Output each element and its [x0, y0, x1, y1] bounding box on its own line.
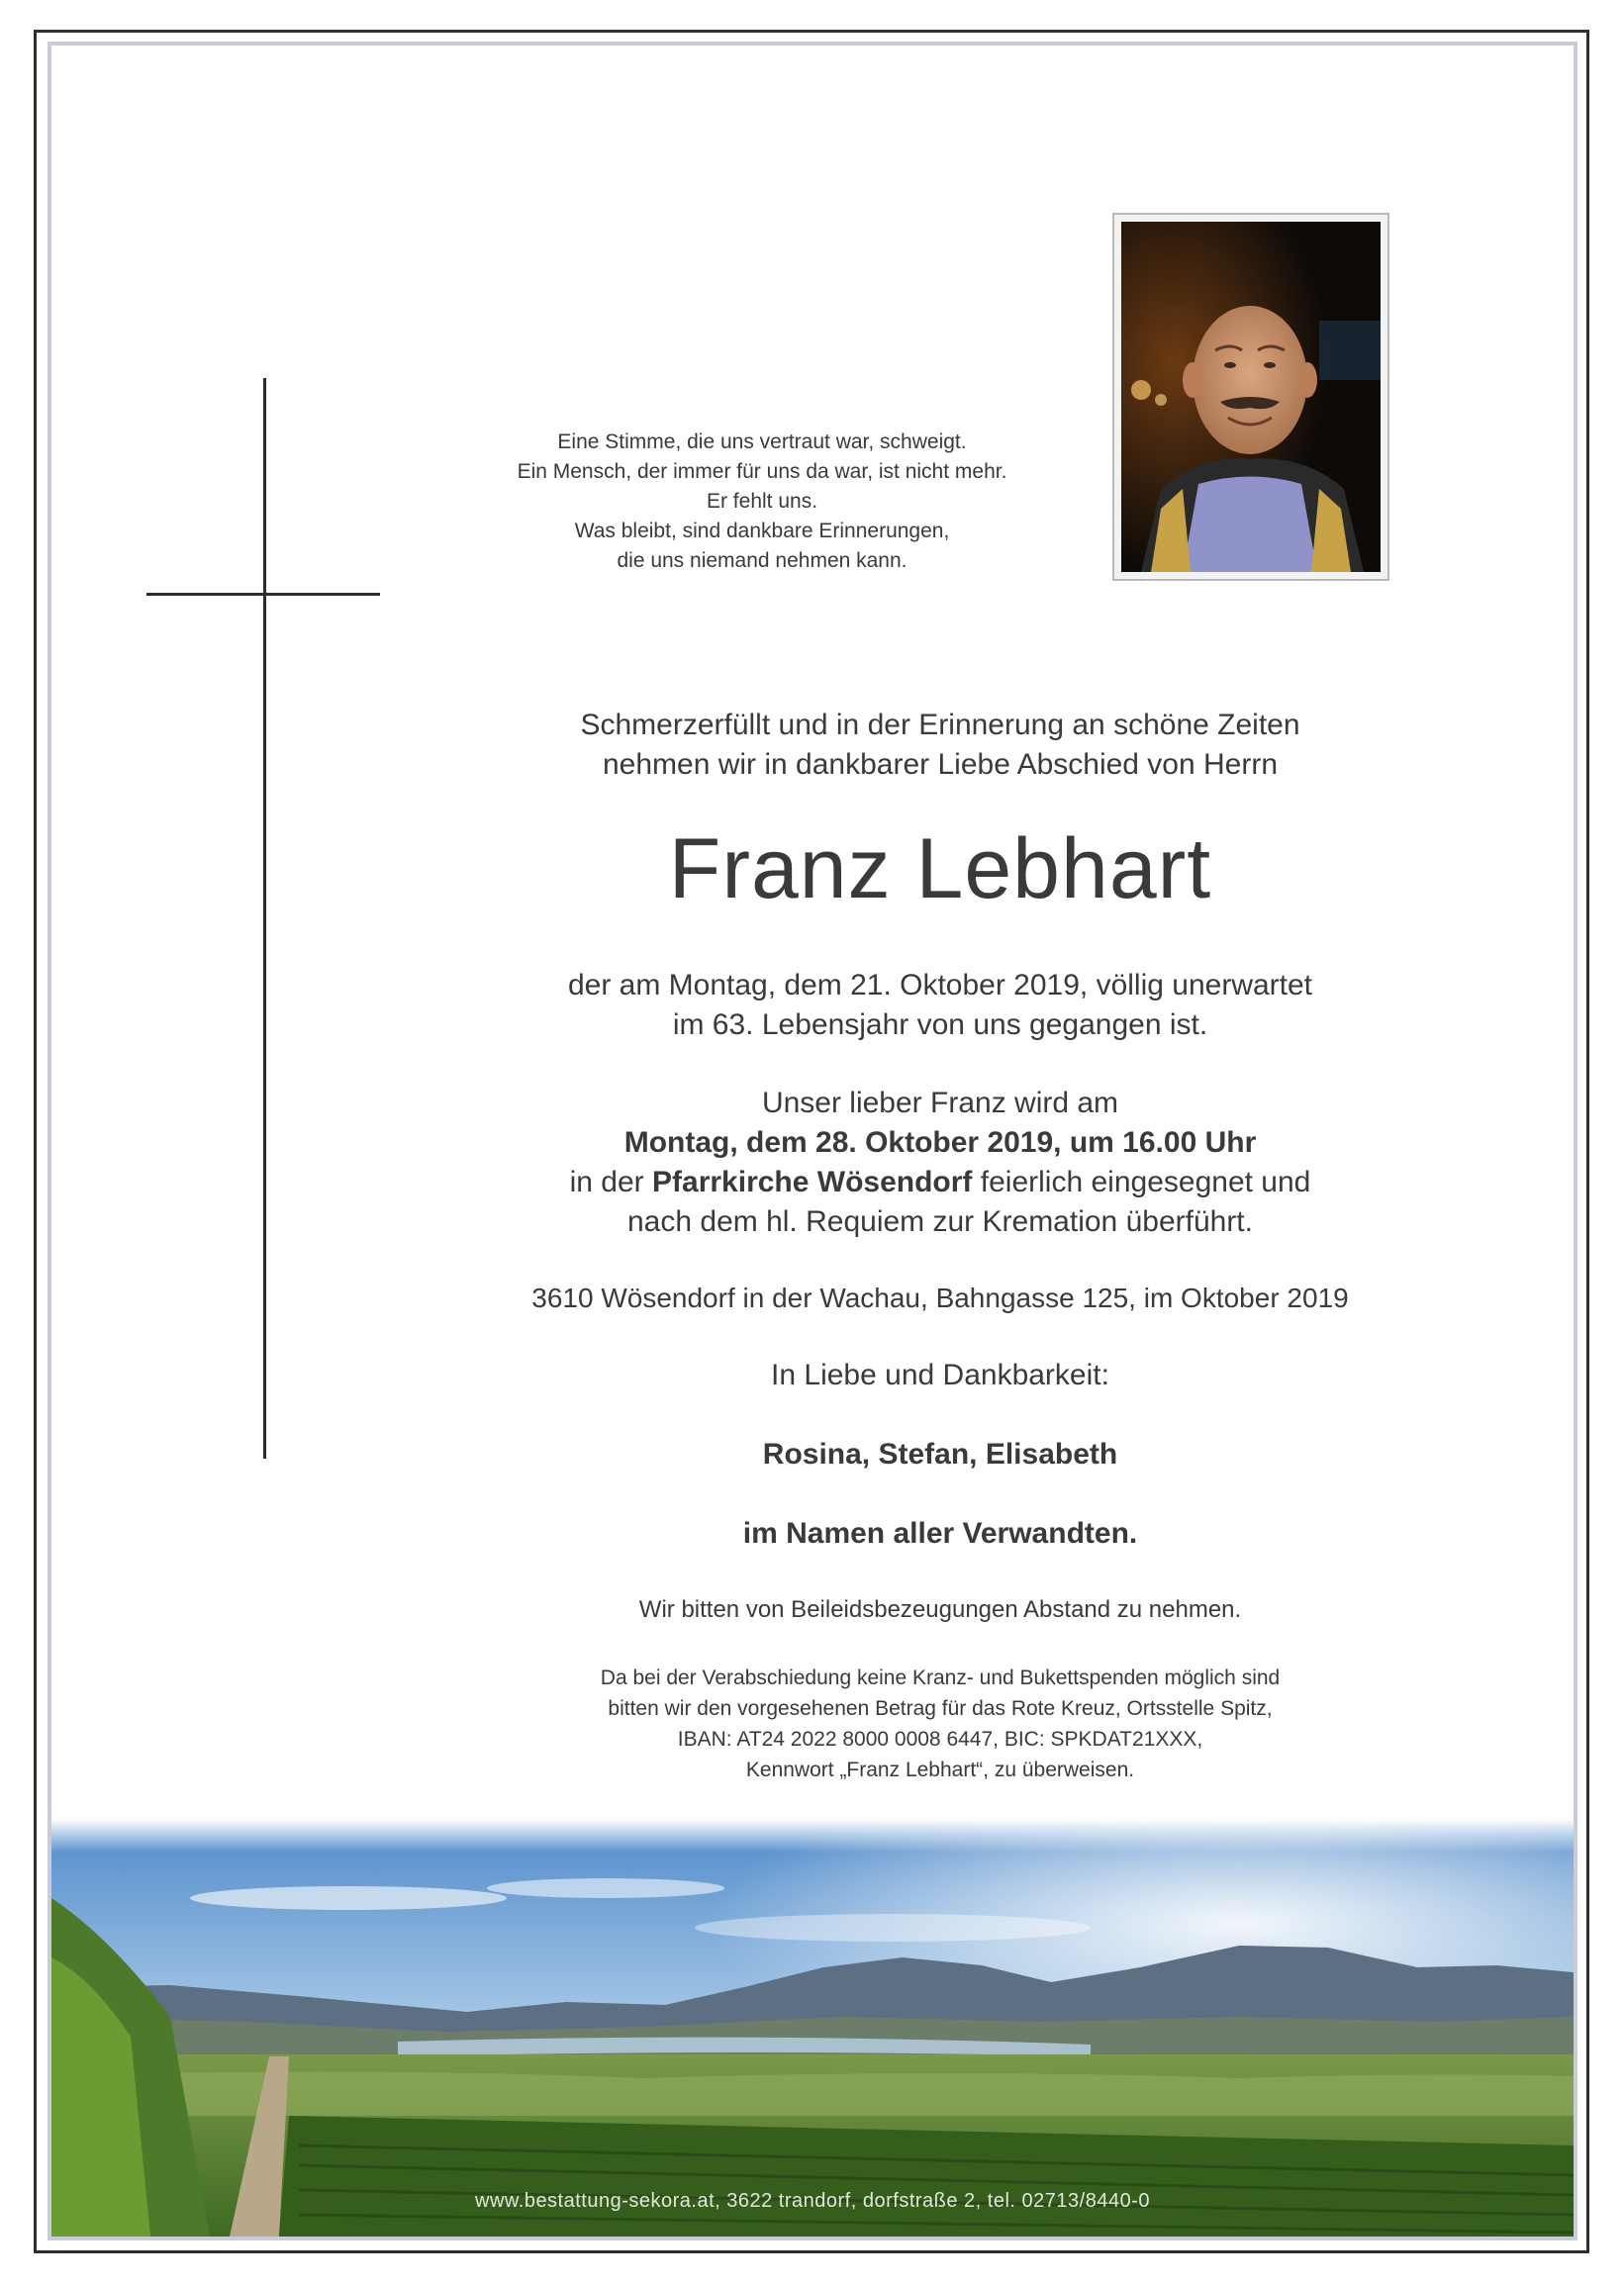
relatives-line: im Namen aller Verwandten.: [742, 1517, 1138, 1550]
church-name: Pfarrkirche Wösendorf: [652, 1166, 973, 1198]
death-notice: [485, 966, 1395, 1045]
service-church-line: [485, 1163, 1395, 1202]
vineyard-landscape: [51, 1819, 1574, 2237]
service-line3-suffix: feierlich eingesegnet und: [972, 1166, 1311, 1198]
poem-line: Was bleibt, sind dankbare Erinnerungen,: [574, 520, 950, 542]
poem-line: Ein Mensch, der immer für uns da war, ist nicht mehr.: [517, 460, 1007, 483]
donation-note: [485, 1663, 1395, 1785]
condolence-note: Wir bitten von Beileidsbezeugungen Abstand zu nehmen.: [638, 1596, 1242, 1623]
landscape-image: [51, 1819, 1574, 2237]
poem-line: die uns niemand nehmen kann.: [617, 549, 908, 572]
donation-line: Da bei der Verabschiedung keine Kranz- und Bukettspenden möglich sind: [600, 1667, 1281, 1689]
poem-line: Eine Stimme, die uns vertraut war, schweigt.: [557, 430, 967, 453]
donation-line: bitten wir den vorgesehenen Betrag für das Rote Kreuz, Ortsstelle Spitz,: [608, 1697, 1273, 1720]
service-date-time: Montag, dem 28. Oktober 2019, um 16.00 Uhr: [623, 1126, 1257, 1159]
thanks-heading: In Liebe und Dankbarkeit:: [771, 1359, 1109, 1391]
footer-contact: www.bestattung-sekora.at, 3622 trandorf, dorfstraße 2, tel. 02713/8440-0: [475, 2190, 1150, 2212]
death-line: im 63. Lebensjahr von uns gegangen ist.: [672, 1008, 1208, 1041]
service-details: [485, 1084, 1395, 1242]
intro-line: Schmerzerfüllt und in der Erinnerung an schöne Zeiten: [580, 709, 1300, 741]
portrait-image: [1121, 222, 1381, 572]
service-line: nach dem hl. Requiem zur Kremation überführt.: [627, 1205, 1253, 1238]
deceased-name: Franz Lebhart: [668, 821, 1212, 916]
death-line: der am Montag, dem 21. Oktober 2019, völlig unerwartet: [567, 969, 1313, 1001]
intro-line: nehmen wir in dankbarer Liebe Abschied von Herrn: [602, 748, 1279, 781]
cross-horizontal-bar: [146, 593, 380, 596]
service-line: Unser lieber Franz wird am: [761, 1087, 1119, 1119]
place-and-date: 3610 Wösendorf in der Wachau, Bahngasse 125, im Oktober 2019: [531, 1283, 1349, 1313]
service-line3-prefix: in der: [569, 1166, 653, 1198]
poem: [435, 428, 1089, 576]
poem-line: Er fehlt uns.: [706, 490, 818, 513]
portrait-photo: [1112, 213, 1389, 581]
donation-line: IBAN: AT24 2022 8000 0008 6447, BIC: SPKDAT21XXX,: [677, 1728, 1203, 1751]
donation-line: Kennwort „Franz Lebhart“, zu überweisen.: [745, 1759, 1135, 1781]
cross-vertical-bar: [263, 378, 266, 1459]
intro-text: [485, 706, 1395, 785]
family-names: Rosina, Stefan, Elisabeth: [762, 1438, 1118, 1471]
